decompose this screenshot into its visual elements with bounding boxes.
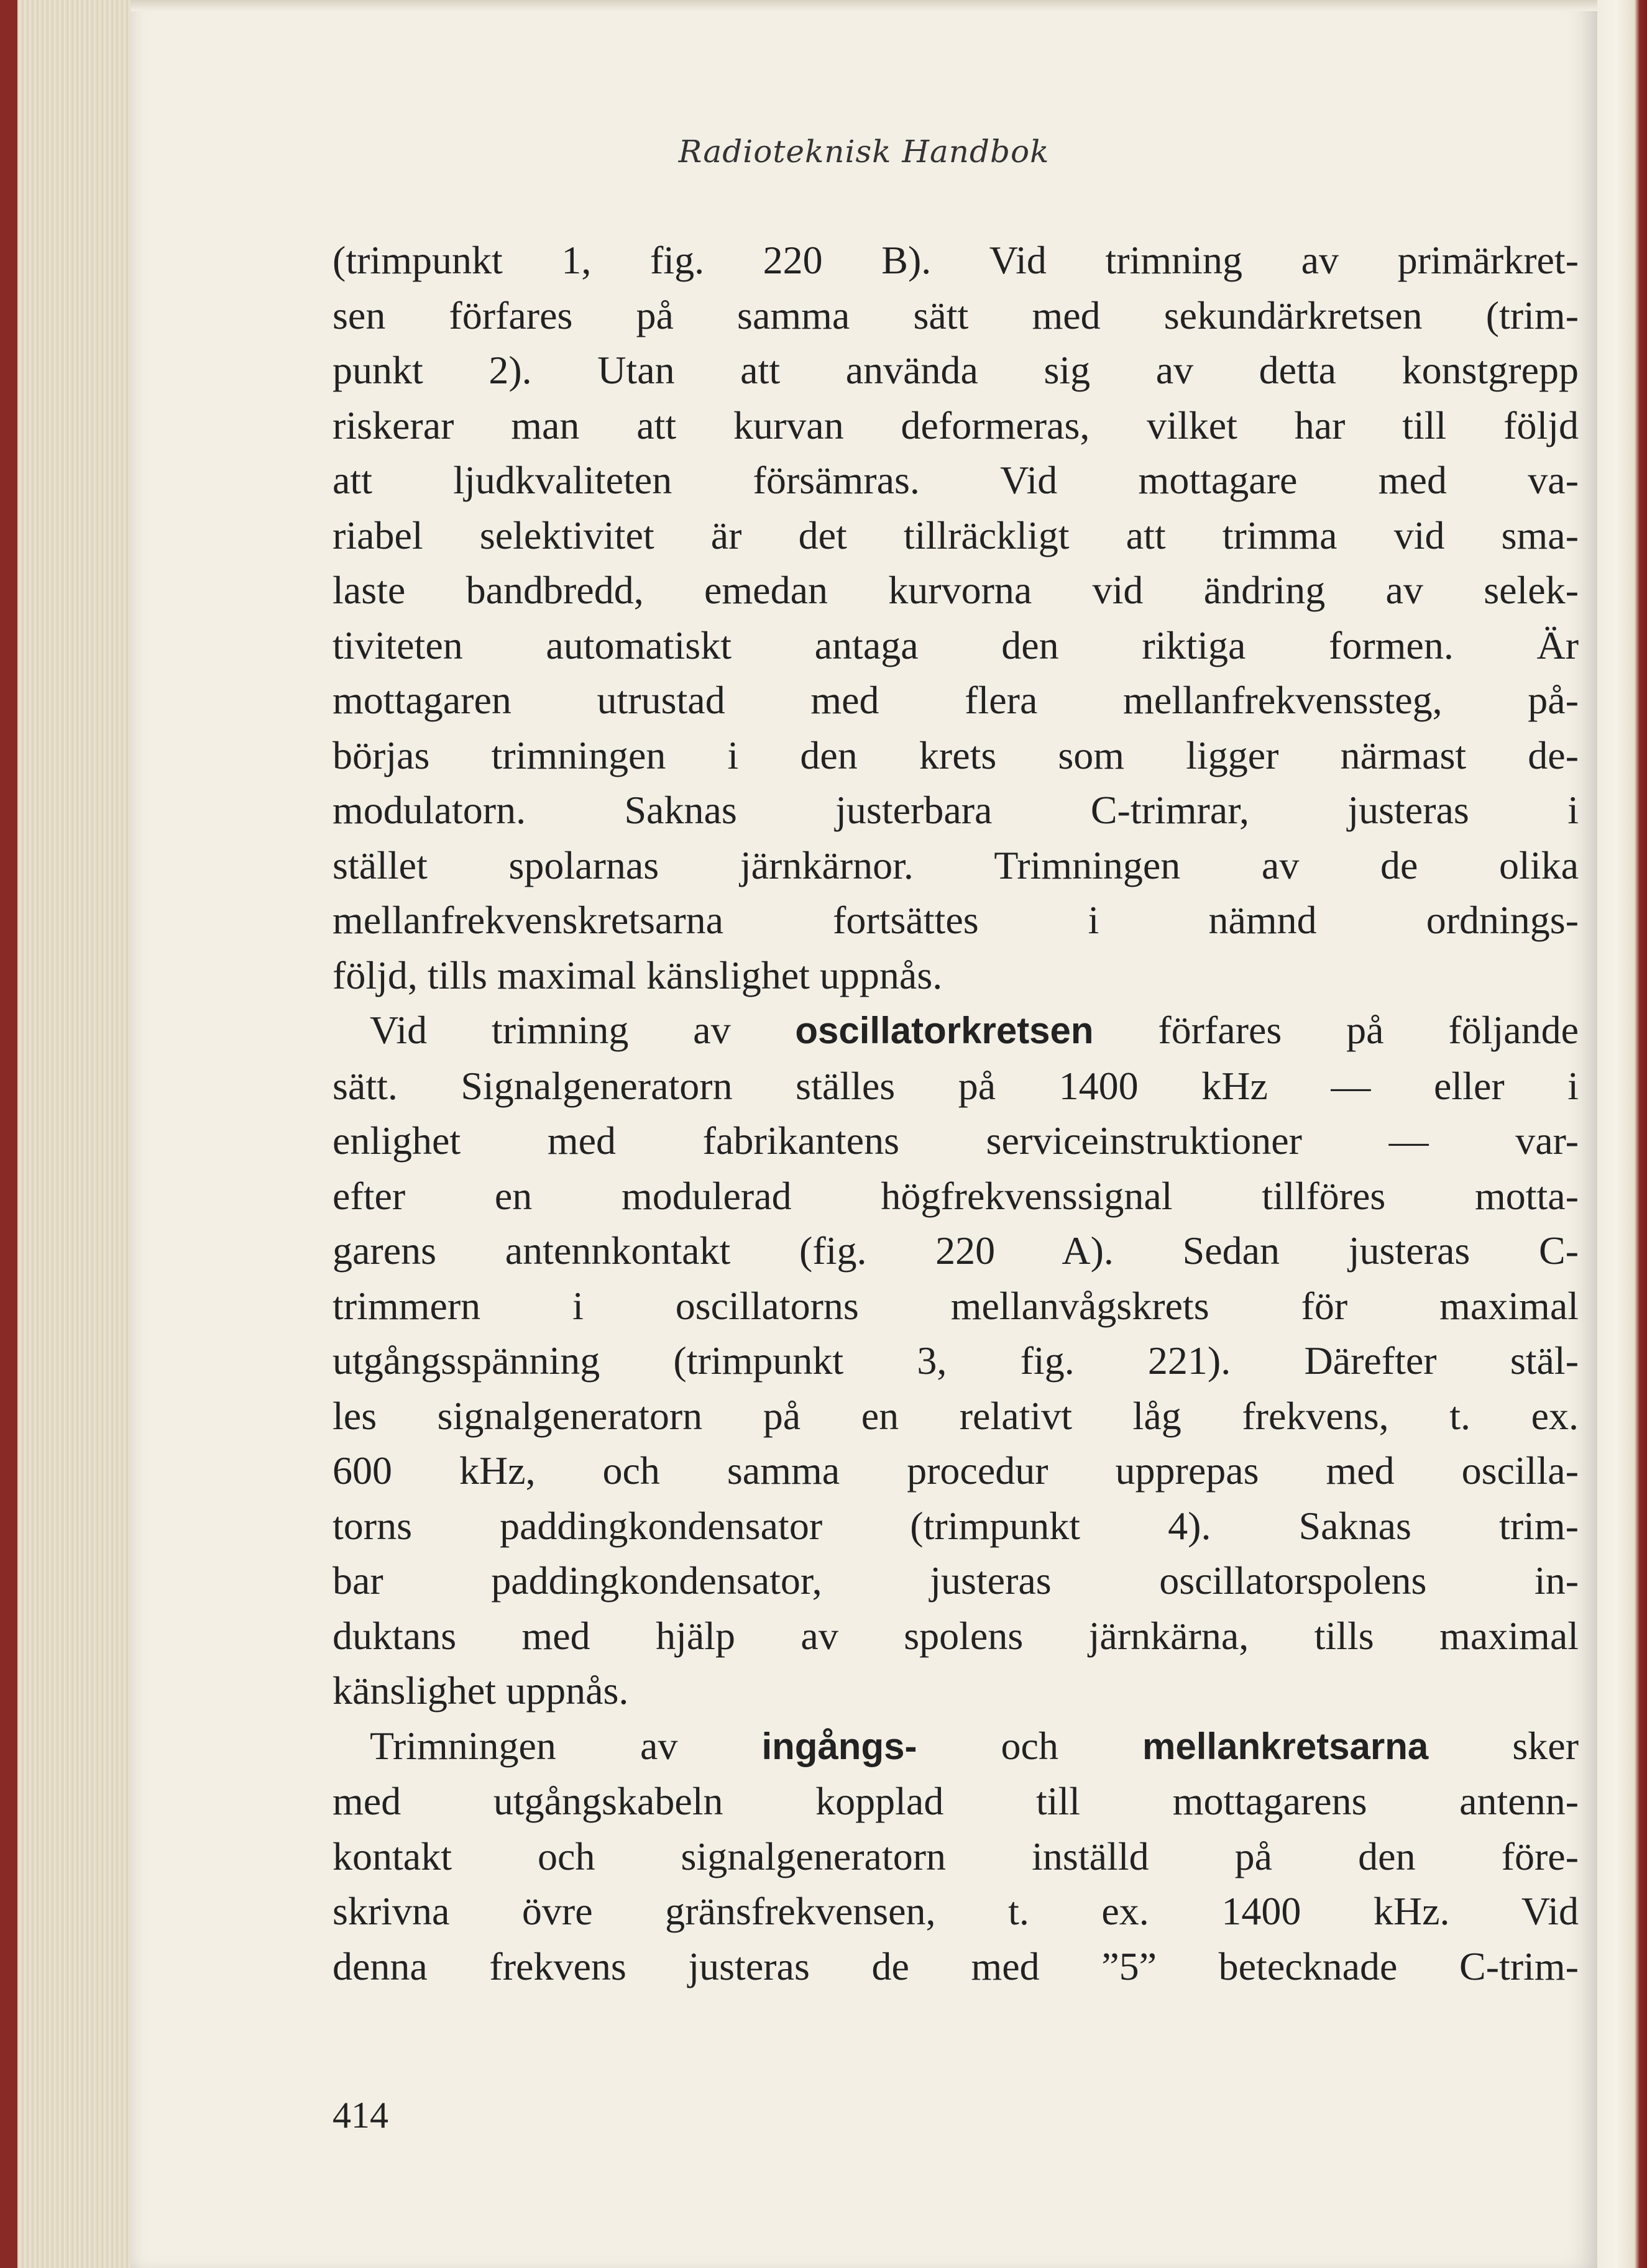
text-line: riabel selektivitet är det tillräckligt att trimma vid sma- [333, 513, 1579, 557]
text-line: torns paddingkondensator (trimpunkt 4). Saknas trim- [333, 1503, 1579, 1548]
page-shadow [131, 0, 1597, 11]
running-head: Radioteknisk Handbok [678, 134, 1050, 170]
paragraph-2 [333, 1003, 1579, 1719]
text-line: sätt. Signalgeneratorn ställes på 1400 kHz — eller i [333, 1063, 1579, 1108]
page-number: 414 [333, 2095, 388, 2136]
text-line: (trimpunkt 1, fig. 220 B). Vid trimning av primärkret- [333, 238, 1579, 282]
bold-term-ingangs: ingångs- [761, 1725, 917, 1767]
text-line: punkt 2). Utan att använda sig av detta konstgrepp [333, 348, 1579, 392]
text-run: förfares på följande [1093, 1008, 1579, 1052]
text-run: sker [1428, 1723, 1579, 1768]
text-line: sen förfares på samma sätt med sekundärkretsen (trim- [333, 293, 1579, 337]
text-run: Trimningen av [370, 1723, 762, 1768]
text-line: 600 kHz, och samma procedur upprepas med oscilla- [333, 1448, 1579, 1493]
text-line [333, 1719, 1579, 1775]
book-edge-left [0, 0, 143, 2268]
text-line: garens antennkontakt (fig. 220 A). Sedan justeras C- [333, 1228, 1579, 1273]
paragraph-1 [333, 233, 1579, 1003]
text-line: kontakt och signalgeneratorn inställd på den före- [333, 1834, 1579, 1878]
bold-term-mellankretsarna: mellankretsarna [1142, 1725, 1429, 1767]
text-line: duktans med hjälp av spolens järnkärna, tills maximal [333, 1613, 1579, 1658]
body-text [333, 233, 1579, 1994]
text-line: mottagaren utrustad med flera mellanfrekvenssteg, på- [333, 678, 1579, 722]
text-line: enlighet med fabrikantens serviceinstruktioner — var- [333, 1118, 1579, 1163]
text-line: tiviteten automatiskt antaga den riktiga formen. Är [333, 623, 1579, 667]
text-line: efter en modulerad högfrekvenssignal tillföres motta- [333, 1173, 1579, 1218]
text-line: trimmern i oscillatorns mellanvågskrets för maximal [333, 1283, 1579, 1328]
text-run: Vid trimning av [370, 1008, 796, 1052]
book-page [131, 0, 1597, 2268]
text-line: känslighet uppnås. [333, 1668, 629, 1712]
text-line: börjas trimningen i den krets som ligger närmast de- [333, 733, 1579, 777]
text-line: följd, tills maximal känslighet uppnås. [333, 953, 943, 997]
text-line: mellanfrekvenskretsarna fortsättes i nämnd ordnings- [333, 898, 1579, 942]
text-line: riskerar man att kurvan deformeras, vilket har till följd [333, 403, 1579, 447]
text-line: denna frekvens justeras de med ”5” betecknade C-trim- [333, 1944, 1579, 1988]
text-line: utgångsspänning (trimpunkt 3, fig. 221). Därefter stäl- [333, 1338, 1579, 1383]
bold-term-oscillatorkretsen: oscillatorkretsen [795, 1010, 1094, 1051]
paragraph-3 [333, 1719, 1579, 1995]
text-run: och [917, 1723, 1143, 1768]
text-line: att ljudkvaliteten försämras. Vid mottagare med va- [333, 458, 1579, 502]
text-line [333, 1003, 1579, 1059]
text-line: med utgångskabeln kopplad till mottagarens antenn- [333, 1779, 1579, 1823]
text-line: les signalgeneratorn på en relativt låg frekvens, t. ex. [333, 1393, 1579, 1438]
text-line: skrivna övre gränsfrekvensen, t. ex. 1400 kHz. Vid [333, 1889, 1579, 1933]
book-cover-edge [0, 0, 17, 2268]
text-line: laste bandbredd, emedan kurvorna vid ändring av selek- [333, 568, 1579, 612]
text-line: bar paddingkondensator, justeras oscillatorspolens in- [333, 1558, 1579, 1603]
text-line: stället spolarnas järnkärnor. Trimningen av de olika [333, 843, 1579, 887]
text-line: modulatorn. Saknas justerbara C-trimrar, justeras i [333, 788, 1579, 832]
